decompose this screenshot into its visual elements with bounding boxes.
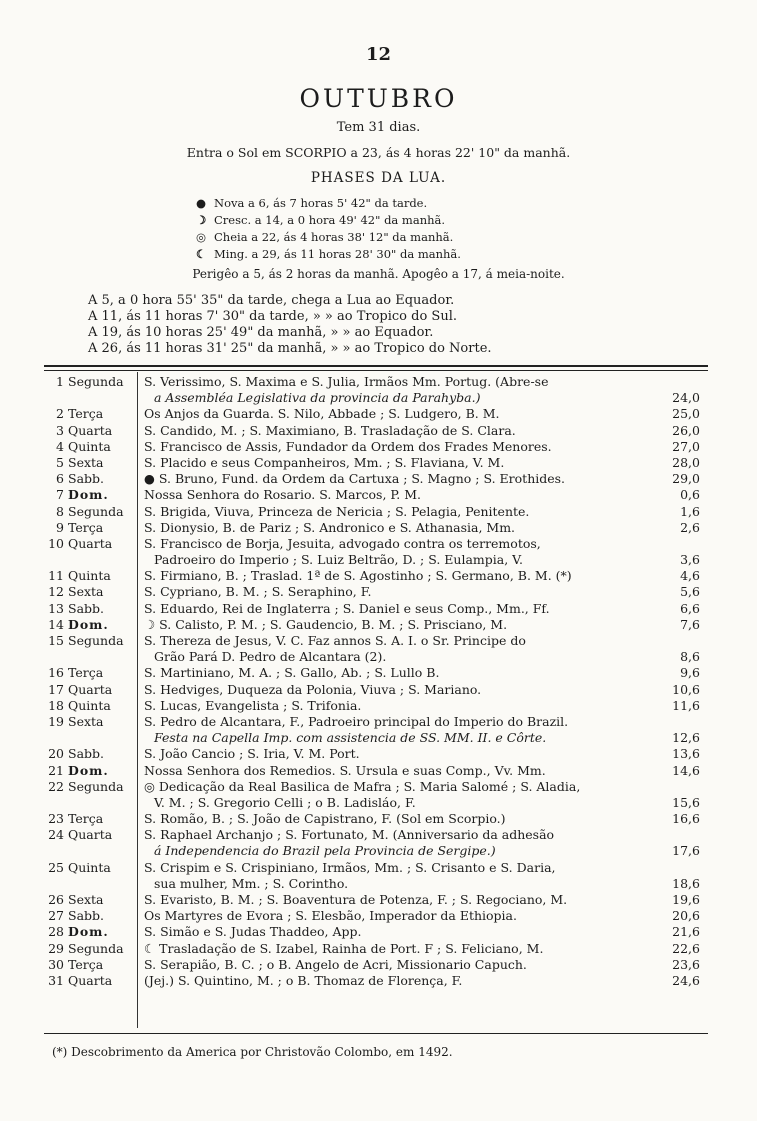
phase-text: Cheia a 22, ás 4 horas 38' 12" da manhã. [214,230,454,244]
day-number: 27 [48,908,64,924]
saints-text: S. Francisco de Borja, Jesuita, advogado contra os terremotos, [144,535,541,551]
sun-entry: Entra o Sol em SCORPIO a 23, ás 4 horas 22' 10" da manhã. [186,145,571,160]
weekday: Terça [68,406,104,422]
lunar-age: 21,6 [672,924,700,940]
table-row [48,649,708,665]
weekday: Terça [68,811,104,827]
saints-text: V. M. ; S. Gregorio Celli ; o B. Ladisláo, F. [154,794,416,810]
lunar-age: 14,6 [672,762,700,778]
table-row [48,795,708,811]
divider-top [44,365,708,367]
weekday: Dom. [68,762,109,778]
saints-text: S. João Cancio ; S. Iria, V. M. Port. [144,746,360,762]
saints-text: S. Martiniano, M. A. ; S. Gallo, Ab. ; S. Lullo B. [144,665,440,681]
day-number: 10 [48,535,64,551]
day-number: 29 [48,940,64,956]
weekday: Quarta [68,535,113,551]
table-row [48,439,708,455]
day-number: 26 [48,892,64,907]
table-row [48,536,708,552]
day-number: 17 [48,681,64,697]
saints-text: S. Verissimo, S. Maxima e S. Julia, Irmãos Mm. Portug. (Abre-se [144,374,549,389]
phase-text: Nova a 6, ás 7 horas 5' 42" da tarde. [214,196,428,210]
divider-bottom [44,1033,708,1034]
day-number: 24 [48,827,64,843]
lunar-age: 3,6 [680,552,700,568]
day-number: 22 [48,778,64,794]
weekday: Terça [68,956,104,972]
phase-text: Ming. a 29, ás 11 horas 28' 30" da manhã. [214,247,461,261]
waning-moon-icon: ☾ [196,247,207,261]
table-row [48,633,708,649]
day-number: 20 [48,746,64,762]
weekday: Dom. [68,487,109,503]
table-row [48,763,708,779]
table-row [48,423,708,439]
full-moon-icon: ◎ [196,230,207,244]
day-number: 25 [48,859,64,875]
lunar-age: 2,6 [680,519,700,535]
saints-text: ◎ Dedicação da Real Basilica de Mafra ; S. Maria Salomé ; S. Aladia, [144,778,581,794]
saints-text: a Assembléa Legislativa da provincia da Parahyba.) [154,390,481,406]
lunar-age: 25,0 [672,406,700,422]
weekday: Quinta [68,568,111,584]
table-row [48,779,708,795]
table-row [48,746,708,762]
lunar-age: 24,6 [672,972,700,988]
moon-positions [88,293,492,357]
day-number: 14 [48,616,64,632]
saints-text: S. Candido, M. ; S. Maximiano, B. Trasladação de S. Clara. [144,422,516,438]
table-row [48,584,708,600]
table-row [48,617,708,633]
page-number: 12 [365,44,392,65]
weekday: Quinta [68,859,111,875]
divider-top-thin [44,370,708,371]
day-number: 18 [48,697,64,713]
position-line: A 11, ás 11 horas 7' 30" da tarde, » » ao Tropico do Sul. [88,309,457,324]
table-row [48,552,708,568]
perigee-apogee: Perigêo a 5, ás 2 horas da manhã. Apogêo a 17, á meia-noite. [192,267,565,281]
lunar-age: 5,6 [680,584,700,600]
day-number: 11 [48,568,64,584]
table-row [48,374,708,390]
table-row [48,471,708,487]
day-number: 9 [56,519,64,535]
saints-text: sua mulher, Mm. ; S. Corintho. [154,875,349,891]
saints-text: á Independencia do Brazil pela Provincia de Sergipe.) [154,843,496,859]
new-moon-icon: ● [196,196,207,210]
moon-phases [196,195,461,263]
saints-text: S. Francisco de Assis, Fundador da Ordem dos Frades Menores. [144,438,552,454]
phase-waning [196,246,461,263]
table-row [48,682,708,698]
table-row [48,924,708,940]
day-number: 19 [48,713,64,729]
saints-text: ● S. Bruno, Fund. da Ordem da Cartuxa ; S. Magno ; S. Erothides. [144,471,566,487]
saints-text: S. Romão, B. ; S. João de Capistrano, F. (Sol em Scorpio.) [144,811,506,827]
lunar-age: 18,6 [672,875,700,891]
lunar-age: 15,6 [672,794,700,810]
day-number: 8 [56,503,64,519]
day-number: 21 [48,762,64,778]
day-number: 31 [48,972,64,988]
weekday: Quarta [68,972,113,988]
weekday: Dom. [68,924,109,940]
table-row [48,860,708,876]
weekday: Sabb. [68,600,104,616]
position-line: A 26, ás 11 horas 31' 25" da manhã, » » ao Tropico do Norte. [88,341,492,356]
saints-text: Os Martyres de Evora ; S. Elesbão, Imperador da Ethiopia. [144,908,517,924]
table-row [48,908,708,924]
month-title: OUTUBRO [299,84,458,113]
lunar-age: 6,6 [680,600,700,616]
day-number: 7 [56,487,64,503]
day-number: 5 [56,454,64,470]
lunar-age: 7,6 [680,616,700,632]
days-count: Tem 31 dias. [336,120,421,135]
saints-text: S. Pedro de Alcantara, F., Padroeiro principal do Imperio do Brazil. [144,713,569,729]
phase-crescent [196,212,461,229]
saints-text: S. Firmiano, B. ; Traslad. 1ª de S. Agostinho ; S. Germano, B. M. (*) [144,568,572,584]
weekday: Segunda [68,503,124,519]
saints-text: S. Dionysio, B. de Pariz ; S. Andronico e S. Athanasia, Mm. [144,519,516,535]
day-number: 13 [48,600,64,616]
table-row [48,406,708,422]
table-row [48,811,708,827]
weekday: Sabb. [68,746,104,762]
lunar-age: 28,0 [672,454,700,470]
phase-full [196,229,461,246]
table-row [48,601,708,617]
weekday: Segunda [68,940,124,956]
lunar-age: 0,6 [680,487,700,503]
lunar-age: 16,6 [672,811,700,827]
day-number: 30 [48,956,64,972]
lunar-age: 17,6 [672,843,700,859]
table-row [48,827,708,843]
lunar-age: 20,6 [672,908,700,924]
table-row [48,520,708,536]
table-row [48,568,708,584]
saints-text: Grão Pará D. Pedro de Alcantara (2). [154,649,387,665]
lunar-age: 23,6 [672,956,700,972]
saints-text: Os Anjos da Guarda. S. Nilo, Abbade ; S. Ludgero, B. M. [144,406,500,422]
day-number: 23 [48,811,64,827]
saints-text: (Jej.) S. Quintino, M. ; o B. Thomaz de Florença, F. [144,972,463,988]
table-row [48,698,708,714]
lunar-age: 12,6 [672,730,700,746]
saints-text: Nossa Senhora do Rosario. S. Marcos, P. M. [144,487,422,503]
saints-text: Nossa Senhora dos Remedios. S. Ursula e suas Comp., Vv. Mm. [144,762,546,778]
lunar-age: 10,6 [672,681,700,697]
lunar-age: 19,6 [672,892,700,907]
table-row [48,504,708,520]
weekday: Sexta [68,892,104,907]
weekday: Quinta [68,697,111,713]
lunar-age: 27,0 [672,438,700,454]
lunar-age: 9,6 [680,665,700,681]
weekday: Quarta [68,827,113,843]
lunar-age: 13,6 [672,746,700,762]
lunar-age: 4,6 [680,568,700,584]
lunar-age: 24,0 [672,390,700,406]
saints-text: S. Crispim e S. Crispiniano, Irmãos, Mm. ; S. Crisanto e S. Daria, [144,859,556,875]
saints-text: S. Thereza de Jesus, V. C. Faz annos S. A. I. o Sr. Principe do [144,633,526,648]
table-row [48,876,708,892]
table-row [48,892,708,908]
table-row [48,390,708,406]
saints-text: S. Raphael Archanjo ; S. Fortunato, M. (Anniversario da adhesão [144,827,555,843]
weekday: Sabb. [68,471,104,487]
day-number: 4 [56,438,64,454]
table-row [48,957,708,973]
saints-text: Festa na Capella Imp. com assistencia de SS. MM. II. e Côrte. [154,730,547,746]
weekday: Terça [68,519,104,535]
saints-text: S. Evaristo, B. M. ; S. Boaventura de Potenza, F. ; S. Regociano, M. [144,892,568,907]
saints-text: S. Simão e S. Judas Thaddeo, App. [144,924,362,940]
position-line: A 5, a 0 hora 55' 35" da tarde, chega a Lua ao Equador. [88,293,455,308]
saints-text: S. Serapião, B. C. ; o B. Angelo de Acri, Missionario Capuch. [144,956,527,972]
table-row [48,973,708,989]
weekday: Segunda [68,778,124,794]
position-line: A 19, ás 10 horas 25' 49" da manhã, » » ao Equador. [88,325,434,340]
calendar-table [48,374,708,989]
lunar-age: 8,6 [680,649,700,665]
lunar-age: 11,6 [672,697,700,713]
weekday: Sexta [68,584,104,600]
lunar-age: 29,0 [672,471,700,487]
phases-title: PHASES DA LUA. [310,170,447,186]
crescent-moon-icon: ☽ [196,213,207,227]
lunar-age: 26,0 [672,422,700,438]
day-number: 1 [56,374,64,389]
saints-text: S. Eduardo, Rei de Inglaterra ; S. Daniel e seus Comp., Mm., Ff. [144,600,550,616]
phase-text: Cresc. a 14, a 0 hora 49' 42" da manhã. [214,213,446,227]
weekday: Segunda [68,374,124,389]
table-row [48,455,708,471]
weekday: Segunda [68,633,124,648]
weekday: Sexta [68,454,104,470]
table-row [48,730,708,746]
saints-text: S. Hedviges, Duqueza da Polonia, Viuva ; S. Mariano. [144,681,482,697]
saints-text: S. Lucas, Evangelista ; S. Trifonia. [144,697,362,713]
phase-new [196,195,461,212]
table-row [48,843,708,859]
day-number: 6 [56,471,64,487]
weekday: Terça [68,665,104,681]
lunar-age: 1,6 [680,503,700,519]
saints-text: S. Cypriano, B. M. ; S. Seraphino, F. [144,584,372,600]
day-number: 2 [56,406,64,422]
saints-text: ☾ Trasladação de S. Izabel, Rainha de Port. F ; S. Feliciano, M. [144,940,544,956]
weekday: Sexta [68,713,104,729]
day-number: 3 [56,422,64,438]
day-number: 16 [48,665,64,681]
day-number: 12 [48,584,64,600]
saints-text: ☽ S. Calisto, P. M. ; S. Gaudencio, B. M. ; S. Prisciano, M. [144,616,508,632]
saints-text: S. Placido e seus Companheiros, Mm. ; S. Flaviana, V. M. [144,454,505,470]
table-row [48,665,708,681]
weekday: Sabb. [68,908,104,924]
weekday: Quarta [68,681,113,697]
table-row [48,941,708,957]
saints-text: S. Brigida, Viuva, Princeza de Nericia ; S. Pelagia, Penitente. [144,503,530,519]
table-row [48,487,708,503]
weekday: Quarta [68,422,113,438]
day-number: 15 [48,633,64,648]
saints-text: Padroeiro do Imperio ; S. Luiz Beltrão, D. ; S. Eulampia, V. [154,552,523,568]
day-number: 28 [48,924,64,940]
table-row [48,714,708,730]
weekday: Quinta [68,438,111,454]
lunar-age: 22,6 [672,940,700,956]
weekday: Dom. [68,616,109,632]
footnote: (*) Descobrimento da America por Christovão Colombo, em 1492. [52,1045,453,1059]
